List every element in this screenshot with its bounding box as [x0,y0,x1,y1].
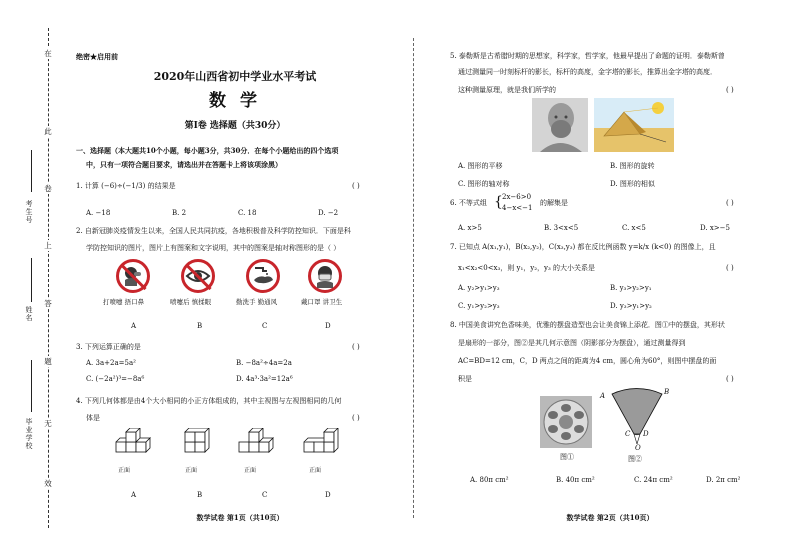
q6-option-b[interactable]: B. 3<x<5 [544,224,579,232]
answer-paren[interactable]: ( ) [352,182,360,190]
question-7-stem: 7. 已知点 A(x₁,y₁)，B(x₂,y₂)，C(x₃,y₃) 都在反比例函数 y=k/x (k<0) 的图像上，且 [450,243,716,251]
front-label: 正面 [185,467,198,474]
answer-paren[interactable]: ( ) [726,199,734,207]
q5-option-d[interactable]: D. 图形的相似 [610,180,655,188]
q7-option-d[interactable]: D. y₃>y₁>y₂ [610,302,652,310]
secret-label: 绝密★启用前 [76,52,118,61]
point-c-label: C [625,430,631,438]
q1-option-c[interactable]: C. 18 [238,209,257,217]
q1-option-a[interactable]: A. −18 [86,209,111,217]
front-label: 正面 [309,467,322,474]
point-d-label: D [643,430,649,438]
q5-option-c[interactable]: C. 图形的轴对称 [458,180,510,188]
eye-rub-icon [181,259,215,293]
q7-option-c[interactable]: C. y₁>y₂>y₃ [458,302,500,310]
question-5-stem: 通过测量同一时刻标杆的影长，标杆的高度，金字塔的影长，推算出金字塔的高度． [458,68,717,76]
question-1-stem: 1. 计算 (−6)÷(−1/3) 的结果是 [76,182,176,190]
q1-option-d[interactable]: D. −2 [318,209,339,217]
inequality-2: 4−x<−1 [502,204,533,212]
q6-option-d[interactable]: D. x>−5 [700,224,730,232]
answer-paren[interactable]: ( ) [352,414,360,422]
q2-option-d[interactable]: D [325,322,331,330]
cube-figure-a [110,428,160,468]
field-line[interactable] [31,360,32,412]
front-label: 正面 [244,467,257,474]
subject-title: 数 学 [209,91,261,111]
answer-paren[interactable]: ( ) [726,264,734,272]
q7-option-b[interactable]: B. y₃>y₂>y₁ [610,284,652,292]
question-8-stem: 积是 [458,375,472,383]
field-label-student-number: 考生号 [25,200,33,224]
instructions-line: 中，只有一项符合题目要求，请选出并在答题卡上将该项涂黑） [86,160,282,169]
thales-bust-image [532,98,588,152]
fold-char: 答 [44,299,52,308]
q7-option-a[interactable]: A. y₂>y₁>y₃ [458,284,500,292]
q3-option-c[interactable]: C. (−2a²)³=−8a⁶ [86,375,145,383]
figure-2-caption: 图② [628,455,642,463]
q8-option-a[interactable]: A. 80π cm² [470,476,509,484]
field-line[interactable] [31,258,32,302]
hand-wash-icon [246,259,280,293]
question-4-stem: 4. 下列几何体都是由4个大小相同的小正方体组成的，其中主视图与左视图相同的几何 [76,397,342,405]
question-7-stem: x₁<x₂<0<x₃，则 y₁，y₂，y₃ 的大小关系是 [458,264,596,272]
field-line[interactable] [31,150,32,192]
cube-figure-d [300,428,356,468]
figure-1-caption: 图① [560,453,574,461]
answer-paren[interactable]: ( ) [726,375,734,383]
point-o-label: O [635,444,641,452]
answer-paren[interactable]: ( ) [352,343,360,351]
question-8-stem: AC=BD=12 cm，C，D 两点之间的距离为4 cm，圆心角为60°，则图中摆盘的面 [458,357,717,365]
page-footer-right: 数学试卷 第2页（共10页） [566,513,654,522]
q6-option-c[interactable]: C. x<5 [622,224,646,232]
plate-photo-image [540,396,592,448]
q4-option-c[interactable]: C [262,491,268,499]
q5-option-a[interactable]: A. 图形的平移 [458,162,503,170]
question-8-stem: 是扇形的一部分，图②是其几何示意图（阴影部分为摆盘），通过测量得到 [458,339,686,347]
q4-option-a[interactable]: A [131,491,137,499]
instructions-line: 一、选择题（本大题共10个小题，每小题3分，共30分．在每个小题给出的四个选项 [76,146,339,155]
q3-option-b[interactable]: B. −8a²÷4a=2a [236,359,292,367]
q8-option-c[interactable]: C. 24π cm² [634,476,673,484]
icon-caption-a: 打喷嚏 捂口鼻 [103,298,145,306]
fold-char: 此 [44,127,52,136]
question-6-tail: 的解集是 [540,199,568,207]
q3-option-d[interactable]: D. 4a³·3a²=12a⁶ [236,375,293,383]
icon-caption-b: 喷嚏后 慎揉眼 [170,298,212,306]
face-mask-icon [308,259,342,293]
question-2-stem: 学防控知识的图片，图片上有图案和文字说明，其中的图案是轴对称图形的是（ ） [86,244,341,252]
q5-option-b[interactable]: B. 图形的旋转 [610,162,655,170]
field-label-name: 姓名 [25,306,33,322]
q4-option-d[interactable]: D [325,491,331,499]
icon-caption-c: 勤洗手 勤通风 [236,298,278,306]
q2-option-b[interactable]: B [197,322,203,330]
point-b-label: B [664,388,670,396]
question-2-stem: 2. 自新冠肺炎疫情发生以来，全国人民共同抗疫，各地积极普及科学防控知识．下面是科 [76,227,351,235]
question-5-stem: 这种测量原理，就是我们所学的 [458,86,556,94]
field-label-school: 毕业学校 [25,418,33,450]
q2-option-c[interactable]: C [262,322,268,330]
icon-caption-d: 戴口罩 讲卫生 [301,298,343,306]
point-a-label: A [600,392,606,400]
q8-option-b[interactable]: B. 40π cm² [556,476,595,484]
front-label: 正面 [118,467,131,474]
q2-option-a[interactable]: A [131,322,137,330]
binding-dashed-line [48,28,49,528]
fold-char: 上 [44,241,52,250]
fold-char: 效 [44,479,52,488]
pyramid-shadow-image [594,98,674,152]
fold-char: 卷 [44,184,52,193]
brace-icon: { [494,194,503,210]
q4-option-b[interactable]: B [197,491,203,499]
question-8-stem: 8. 中国美食讲究色香味美，优雅的摆盘造型也会让美食锦上添花．图①中的摆盘，其形状 [450,321,725,329]
question-5-stem: 5. 泰勒斯是古希腊时期的思想家，科学家，哲学家，他最早提出了命题的证明．泰勒斯曾 [450,52,725,60]
page-divider [413,38,414,518]
inequality-1: 2x−6>0 [502,193,532,201]
question-4-stem: 体是 [86,414,100,422]
question-6-label: 6. 不等式组 [450,199,487,207]
sneeze-cover-icon [116,259,150,293]
q3-option-a[interactable]: A. 3a+2a=5a² [86,359,136,367]
page-footer-left: 数学试卷 第1页（共10页） [196,513,284,522]
sector-diagram [606,388,678,454]
fold-char: 无 [44,419,52,428]
cube-figure-b [175,428,225,468]
q8-option-d[interactable]: D. 2π cm² [706,476,741,484]
answer-paren[interactable]: ( ) [726,86,734,94]
q6-option-a[interactable]: A. x>5 [458,224,482,232]
fold-char: 在 [44,49,52,58]
question-3-stem: 3. 下列运算正确的是 [76,343,141,351]
section-title: 第Ⅰ卷 选择题（共30分） [184,121,286,131]
cube-figure-c [235,428,285,468]
exam-title: 2020年山西省初中学业水平考试 [153,70,317,83]
q1-option-b[interactable]: B. 2 [172,209,187,217]
fold-char: 题 [44,357,52,366]
